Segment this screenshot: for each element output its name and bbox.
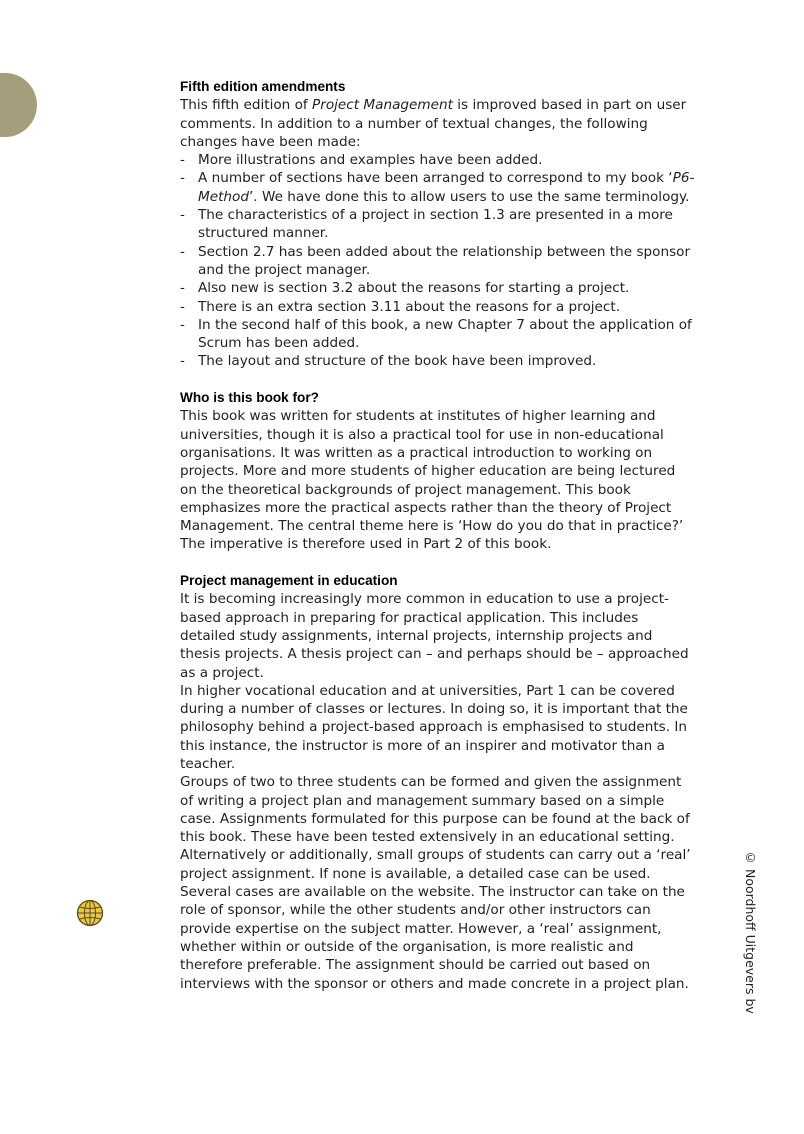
chapter-tab-marker: [0, 73, 37, 137]
book-title: Project Management: [312, 97, 453, 114]
education-paragraph: In higher vocational education and at universities, Part 1 can be covered during a number of classes or lectures. In doing so, it is important that the philosophy behind a project-based approach is emphasised to students. In this instance, the instructor is more of an inspirer and motivator than a teacher.: [180, 682, 688, 772]
web-globe-icon: [76, 899, 104, 927]
list-item: - Section 2.7 has been added about the relationship between the sponsor and the project manager.: [180, 243, 695, 280]
audience-paragraph: This book was written for students at institutes of higher learning and universities, though it is also a practical tool for use in non-educational organisations. It was written as a practical introduction to working on projects. More and more students of higher education are being lectured on the theoretical backgrounds of project management. This book emphasizes more the practical aspects rather than the theory of Project Management. The central theme here is ‘How do you do that in practice?’ The imperative is therefore used in Part 2 of this book.: [180, 408, 684, 553]
education-paragraph: Groups of two to three students can be formed and given the assignment of writing a project plan and management summary based on a simple case. Assignments formulated for this purpose can be found at the back of this book. These have been tested extensively in an educational setting. Alternatively or additionally, small groups of students can carry out a ‘real’ project assignment. If none is available, a detailed case can be used. Several cases are available on the website. The instructor can take on the role of sponsor, while the other students and/or other instructors can provide expertise on the subject matter. However, a ‘real’ assignment, whether within or outside of the organisation, is more realistic and therefore preferable. The assignment should be carried out based on interviews with the sponsor or others and made concrete in a project plan.: [180, 774, 691, 992]
section-heading-education: Project management in education: [180, 573, 398, 589]
list-item: - In the second half of this book, a new Chapter 7 about the application of Scrum has been added.: [180, 316, 695, 353]
section-heading-fifth-edition: Fifth edition amendments: [180, 79, 346, 94]
section-heading-audience: Who is this book for?: [180, 390, 319, 406]
fifth-edition-intro: This fifth edition of Project Management is improved based in part on user comments. In addition to a number of textual changes, the following changes have been made:: [180, 97, 687, 150]
list-item: - A number of sections have been arranged to correspond to my book ‘P6-Method’. We have done this to allow users to use the same terminology.: [180, 169, 695, 206]
book-reference: P6-Method: [198, 170, 695, 205]
copyright-notice: © Noordhoff Uitgevers bv: [743, 850, 758, 1014]
list-item: - More illustrations and examples have been added.: [180, 151, 695, 169]
amendments-list: [180, 151, 695, 371]
education-paragraph: It is becoming increasingly more common in education to use a project-based approach in preparing for practical application. This includes detailed study assignments, internal projects, internship projects and thesis projects. A thesis project can – and perhaps should be – approached as a project.: [180, 591, 689, 681]
list-item: - The layout and structure of the book have been improved.: [180, 352, 695, 370]
list-item: - There is an extra section 3.11 about the reasons for a project.: [180, 298, 695, 316]
list-item: - The characteristics of a project in section 1.3 are presented in a more structured manner.: [180, 206, 695, 243]
list-item: - Also new is section 3.2 about the reasons for starting a project.: [180, 279, 695, 297]
page-content: [180, 78, 695, 993]
